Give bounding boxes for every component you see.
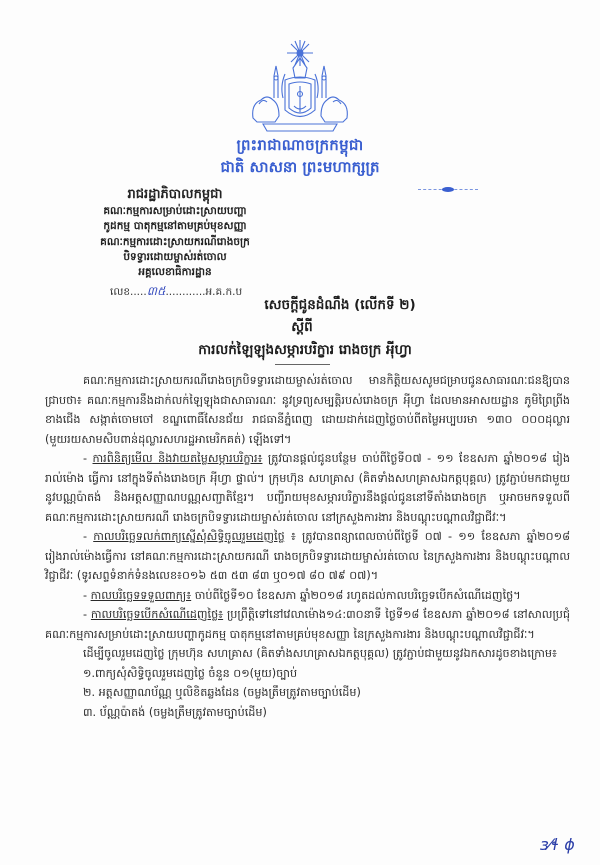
section-inspection: - ការពិនិត្យមើល និងវាយតម្លៃសម្ភារបរិក្ខារ៖ ត្រូវបានផ្តល់ជូនបន្ថែម ចាប់ពីថ្ងៃទី០៧ - ១១ ខែឧសភា ឆ្នាំ២០១៨ រៀងរាល់ម៉ោង ធ្វើការ នៅក្នុងទីតាំងរោងចក្រ អុីហ្វា ផ្ទាល់។ ក្រុមហ៊ុន សហគ្រាស (គិតទាំងសហគ្រាសឯកត្តបុគ្គល) ត្រូវភ្ជាប់មកជាមួយនូវបណ្ណប៉ាតង់ និងអត្តសញ្ញាណបណ្ណសញ្ជាតិខ្មែរ។ បញ្ជីរាយមុខសម្ភារបរិក្ខារនឹងផ្តល់ជូននៅទីតាំងរោងចក្រ ឬអាចមកទទួលពី គណៈកម្មការដោះស្រាយករណី រោងចក្របិទទ្វារដោយម្ចាស់រត់ចោល នៅក្រសួងការងារ និងបណ្តុះបណ្តាលវិជ្ជាជីវៈ។ [45, 452, 570, 524]
section-bid-opening-label: កាលបរិច្ឆេទបើកសំណើដេញថ្លៃ៖ [90, 608, 224, 621]
kingdom-title: ព្រះរាជាណាចក្រកម្ពុជា [236, 136, 364, 154]
notice-title: សេចក្តីជូនដំណឹង (លើកទី ២) [264, 297, 416, 313]
royal-coat-of-arms-icon [245, 38, 355, 133]
handwritten-initials: ɜ⁄ɬ ϕ [540, 835, 575, 854]
committee-name-line2: កូដកម្ម បាតុកម្មនៅតាមគ្រប់មុខសញ្ញា [103, 220, 247, 232]
requirement-item: ៣. ប័ណ្ណប៉ាតង់ (ចម្លងត្រឹមត្រូវតាមច្បាប់ដើម) [83, 705, 267, 719]
committee-name-line1: គណៈកម្មការសម្រាប់ដោះស្រាយបញ្ហា [103, 205, 247, 217]
section-inspection-label: ការពិនិត្យមើល និងវាយតម្លៃសម្ភារបរិក្ខារ៖ [92, 452, 263, 465]
government-name: រាជរដ្ឋាភិបាលកម្ពុជា [127, 187, 223, 202]
notice-subject: ការលក់ឡៃឡុងសម្ភារបរិក្ខារ រោងចក្រ អុីហ្វា [198, 342, 412, 358]
subcommittee-name-line2: បិទទ្វារដោយម្ចាស់រត់ចោល [123, 251, 227, 263]
section-application-sale-label: កាលបរិច្ឆេទលក់ពាក្យស្នើសុំសិទ្ធិចូលរួមដេញថ្លៃ [93, 530, 285, 543]
section-submission: - កាលបរិច្ឆេទទទួលពាក្យ៖ ចាប់ពីថ្ងៃទី១០ ខែឧសភា ឆ្នាំ២០១៨ រហូតដល់កាលបរិច្ឆេទបើកសំណើដេញថ្លៃ។ [83, 588, 521, 602]
ornament-divider-icon [418, 189, 478, 191]
section-application-sale: - កាលបរិច្ឆេទលក់ពាក្យស្នើសុំសិទ្ធិចូលរួមដេញថ្លៃ ៖ ត្រូវបានពន្យាពេលចាប់ពីថ្ងៃទី ០៧ - ១១ ខែឧសភា ឆ្នាំ២០១៨ រៀងរាល់ម៉ោងធ្វើការ នៅគណៈកម្មការដោះស្រាយករណី រោងចក្របិទទ្វារដោយម្ចាស់រត់ចោល នៃក្រសួងការងារ និងបណ្តុះបណ្តាលវិជ្ជាជីវៈ (ទូរសព្ទទំនាក់ទំនងលេខ៖០១៦ ៥៣ ៥៣ ៨៣ ឬ០១៧ ៨០ ៧៩ ០៧)។ [45, 530, 570, 582]
section-bid-opening: - កាលបរិច្ឆេទបើកសំណើដេញថ្លៃ៖ ប្រព្រឹត្តិទៅនៅវេលាម៉ោង១៤:៣០នាទី ថ្ងៃទី១៨ ខែឧសភា ឆ្នាំ២០១៨ នៅសាលប្រជុំគណៈកម្មការសម្រាប់ដោះស្រាយបញ្ហាកូដកម្ម បាតុកម្មនៅតាមគ្រប់មុខសញ្ញា នៃក្រសួងការងារ និងបណ្តុះបណ្តាលវិជ្ជាជីវៈ។ [45, 608, 570, 641]
requirement-item: ២. អត្តសញ្ញាណប័ណ្ណ ឬលិខិតឆ្លងដែន (ចម្លងត្រឹមត្រូវតាមច្បាប់ដើម) [83, 686, 361, 699]
secretariat-name: អគ្គលេខាធិការដ្ឋាន [138, 266, 212, 278]
reference-prefix: លេខ..... [110, 286, 147, 298]
notice-body [45, 371, 570, 722]
reference-suffix: ............អ.គ.ក.ប [165, 286, 243, 298]
requirement-item: ១.ពាក្យសុំសិទ្ធិចូលរួមដេញថ្លៃ ចំនួន ០១(មួយ)ច្បាប់ [83, 666, 298, 680]
requirements-intro: ដើម្បីចូលរួមដេញថ្លៃ ក្រុមហ៊ុន សហគ្រាស (គិតទាំងសហគ្រាសឯកត្តបុគ្គល) ត្រូវភ្ជាប់ជាមួយនូវឯកសារដូចខាងក្រោម៖ [83, 647, 557, 660]
subcommittee-name-line1: គណៈកម្មការដោះស្រាយករណីរោងចក្រ [100, 236, 250, 248]
kingdom-motto: ជាតិ សាសនា ព្រះមហាក្សត្រ [220, 158, 380, 176]
reference-handwritten-number: ៣៥ [146, 284, 166, 298]
title-divider [275, 364, 330, 365]
notice-regarding: ស្តីពី [291, 319, 313, 335]
intro-paragraph: គណៈកម្មការដោះស្រាយករណីរោងចក្របិទទ្វារដោយម្ចាស់រត់ចោល មានកិត្តិយសសូមជម្រាបជូនសាធារណៈជនឱ្យបានជ្រាបថា៖ គណៈកម្មការនឹងដាក់លក់ឡៃឡុងជាសាធារណៈ នូវទ្រព្យសម្បត្តិរបស់រោងចក្រ អុីហ្វា ដែលមានអាសយដ្ឋាន ភូមិព្រៃព្រីងខាងជើង សង្កាត់ចោមចៅ ខណ្ឌពោធិ៍សែនជ័យ រាជធានីភ្នំពេញ ដោយដាក់ដេញថ្លៃចាប់ពីតម្លៃអប្បបរមា ១៣០ ០០០ដុល្លារ (មួយរយសាមសិបពាន់ដុល្លារសហរដ្ឋអាមេរិកគត់) ឡើងទៅ។ [45, 374, 570, 446]
section-submission-label: កាលបរិច្ឆេទទទួលពាក្យ៖ [90, 588, 192, 602]
